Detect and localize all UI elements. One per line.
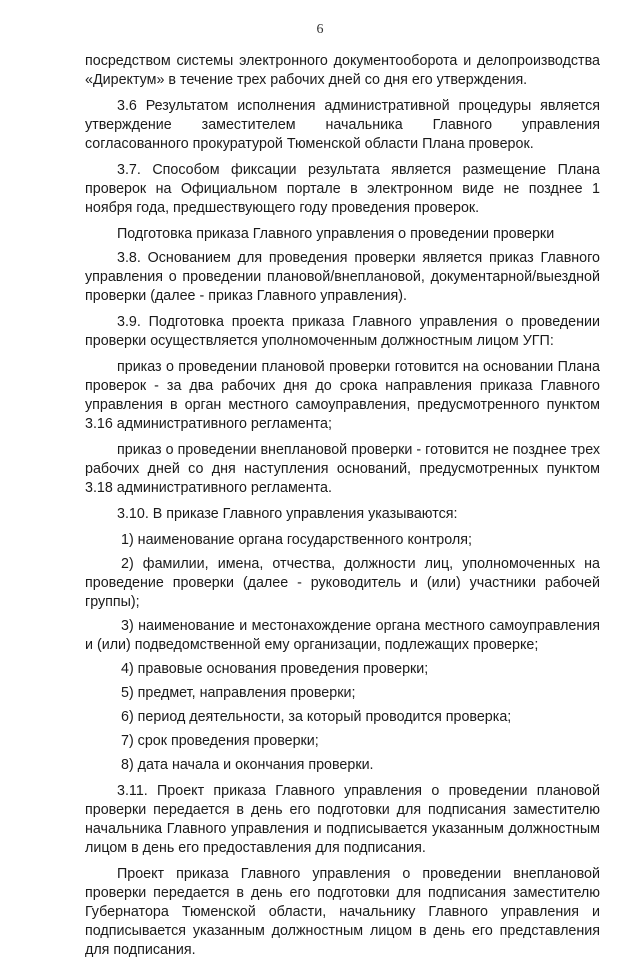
list-item-2: 2) фамилии, имена, отчества, должности лиц, уполномоченных на проведение проверки (далее - руководитель и (или) участники рабочей группы); bbox=[85, 556, 600, 610]
document-body bbox=[85, 52, 600, 965]
paragraph-unplanned-draft: Проект приказа Главного управления о проведении внеплановой проверки передается в день его подготовки для подписания заместителю Губернатора Тюменской области, начальнику Главного управления и подписывается указанным должностным лицом в день его представления для подписания. bbox=[85, 866, 600, 958]
paragraph-planned-order: приказ о проведении плановой проверки готовится на основании Плана проверок - за два рабочих дня до срока направления приказа Главного управления в орган местного самоуправления, предусмотренного пунктом 3.16 административного регламента; bbox=[85, 359, 600, 432]
paragraph-3-10: 3.10. В приказе Главного управления указываются: bbox=[117, 506, 458, 522]
list-item-7: 7) срок проведения проверки; bbox=[121, 733, 319, 749]
paragraph-3-9: 3.9. Подготовка проекта приказа Главного управления о проведении проверки осуществляется уполномоченным должностным лицом УГП: bbox=[85, 314, 600, 349]
list-item-1: 1) наименование органа государственного контроля; bbox=[121, 532, 472, 548]
page-number: 6 bbox=[316, 22, 324, 37]
paragraph-3-6: 3.6 Результатом исполнения административной процедуры является утверждение заместителем начальника Главного управления согласованного прокуратурой Тюменской области Плана проверок. bbox=[85, 98, 600, 152]
list-item-3: 3) наименование и местонахождение органа местного самоуправления и (или) подведомственной ему организации, подлежащих проверке; bbox=[85, 618, 600, 653]
list-item-4: 4) правовые основания проведения проверки; bbox=[121, 661, 429, 677]
list-item-5: 5) предмет, направления проверки; bbox=[121, 685, 356, 701]
paragraph-3-8: 3.8. Основанием для проведения проверки является приказ Главного управления о проведении плановой/внеплановой, документарной/выездной проверки (далее - приказ Главного управления). bbox=[85, 250, 600, 304]
paragraph-3-11: 3.11. Проект приказа Главного управления о проведении плановой проверки передается в день его подготовки для подписания заместителю начальника Главного управления и подписывается указанным должностным лицом в день его предоставления для подписания. bbox=[85, 783, 600, 856]
paragraph-continuation: посредством системы электронного документооборота и делопроизводства «Директум» в течение трех рабочих дней со дня его утверждения. bbox=[85, 53, 600, 88]
section-heading: Подготовка приказа Главного управления о проведении проверки bbox=[117, 226, 555, 242]
paragraph-3-7: 3.7. Способом фиксации результата является размещение Плана проверок на Официальном портале в электронном виде не позднее 1 ноября года, предшествующего году проведения проверок. bbox=[85, 162, 600, 216]
paragraph-unplanned-order: приказ о проведении внеплановой проверки - готовится не позднее трех рабочих дней со дня наступления оснований, предусмотренных пунктом 3.18 административного регламента. bbox=[85, 442, 600, 496]
list-item-8: 8) дата начала и окончания проверки. bbox=[121, 757, 374, 773]
list-item-6: 6) период деятельности, за который проводится проверка; bbox=[121, 709, 512, 725]
